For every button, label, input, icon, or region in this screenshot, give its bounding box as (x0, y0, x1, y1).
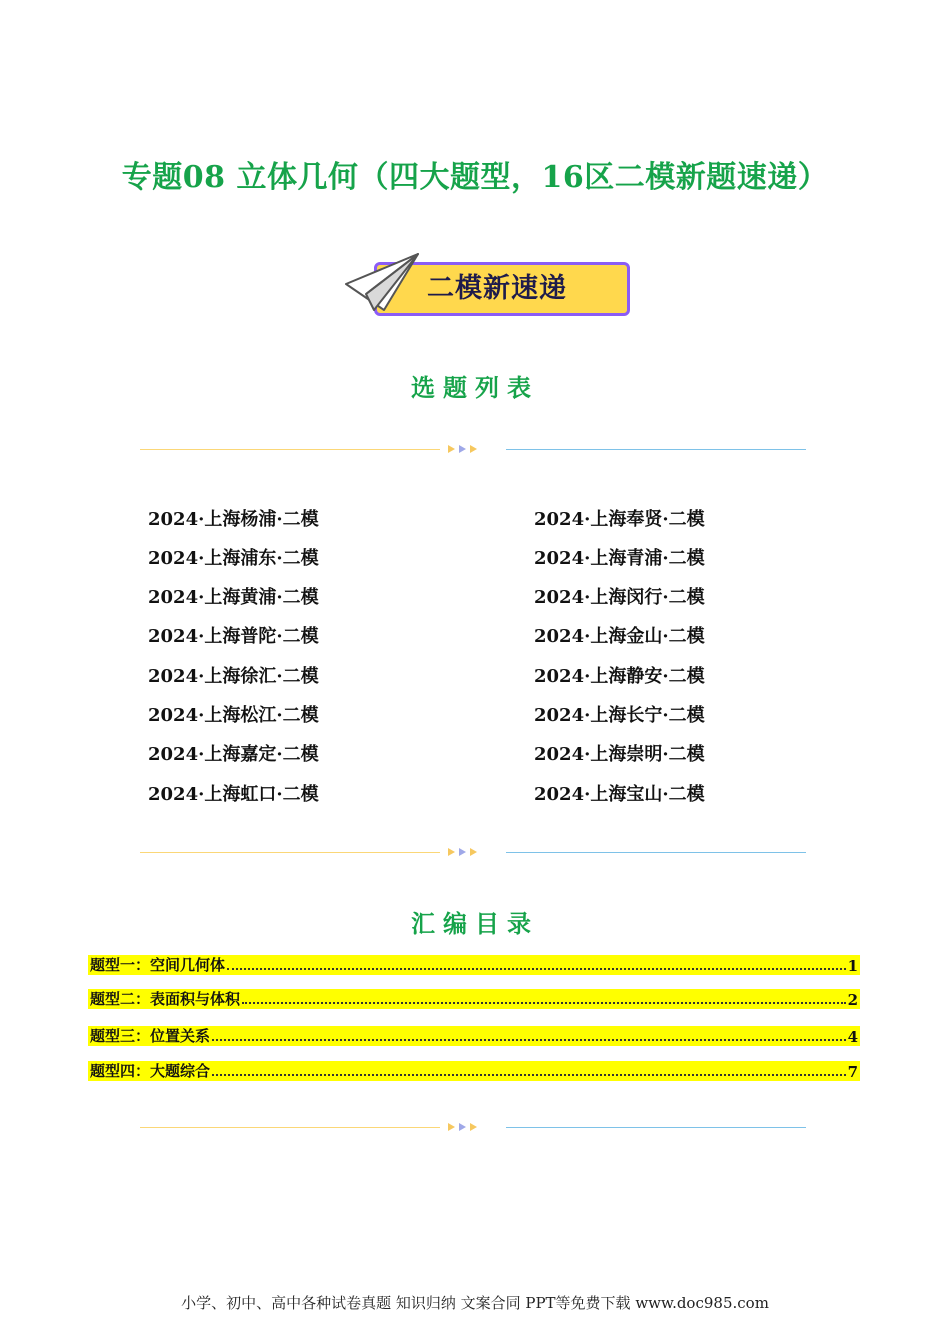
list-item: 2024·上海宝山·二模 (534, 784, 705, 805)
toc-label: 题型二：表面积与体积 (90, 990, 241, 1008)
list-item: 2024·上海浦东·二模 (148, 548, 319, 569)
list-item: 2024·上海黄浦·二模 (148, 587, 319, 608)
selection-heading: 选题列表 (411, 374, 539, 402)
toc-label: 题型一：空间几何体 (90, 956, 226, 974)
contents-heading: 汇编目录 (411, 910, 539, 938)
toc-entry-3[interactable] (88, 1026, 860, 1046)
badge-label: 二模新速递 (427, 273, 567, 304)
list-item: 2024·上海普陀·二模 (148, 626, 319, 647)
list-item: 2024·上海青浦·二模 (534, 548, 705, 569)
toc-leader (212, 1074, 846, 1076)
triple-arrow-icon (446, 1121, 486, 1133)
list-item: 2024·上海松江·二模 (148, 705, 319, 726)
toc-entry-2[interactable] (88, 989, 860, 1009)
section-badge (344, 248, 644, 328)
list-item: 2024·上海徐汇·二模 (148, 666, 319, 687)
list-item: 2024·上海虹口·二模 (148, 784, 319, 805)
divider-bottom (140, 1121, 806, 1133)
divider-middle (140, 846, 806, 858)
toc-label: 题型三：位置关系 (90, 1027, 211, 1045)
toc-label: 题型四：大题综合 (90, 1062, 211, 1080)
toc-entry-4[interactable] (88, 1061, 860, 1081)
list-item: 2024·上海闵行·二模 (534, 587, 705, 608)
list-item: 2024·上海奉贤·二模 (534, 509, 705, 530)
document-title: 专题08 立体几何（四大题型，16区二模新题速递） (121, 160, 829, 195)
toc-page: 7 (847, 1063, 858, 1081)
list-item: 2024·上海嘉定·二模 (148, 744, 319, 765)
page-footer: 小学、初中、高中各种试卷真题 知识归纳 文案合同 PPT等免费下载 www.doc985.com (181, 1294, 769, 1312)
triple-arrow-icon (446, 846, 486, 858)
list-item: 2024·上海长宁·二模 (534, 705, 705, 726)
toc-page: 1 (847, 957, 858, 975)
list-item: 2024·上海杨浦·二模 (148, 509, 319, 530)
list-item: 2024·上海静安·二模 (534, 666, 705, 687)
toc-page: 2 (847, 991, 858, 1009)
toc-entry-1[interactable] (88, 955, 860, 975)
toc-page: 4 (847, 1028, 858, 1046)
paper-plane-icon (344, 248, 424, 318)
toc-leader (227, 968, 846, 970)
toc-leader (212, 1039, 846, 1041)
triple-arrow-icon (446, 443, 486, 455)
toc-leader (242, 1002, 846, 1004)
list-item: 2024·上海崇明·二模 (534, 744, 705, 765)
divider-top (140, 443, 806, 455)
list-item: 2024·上海金山·二模 (534, 626, 705, 647)
